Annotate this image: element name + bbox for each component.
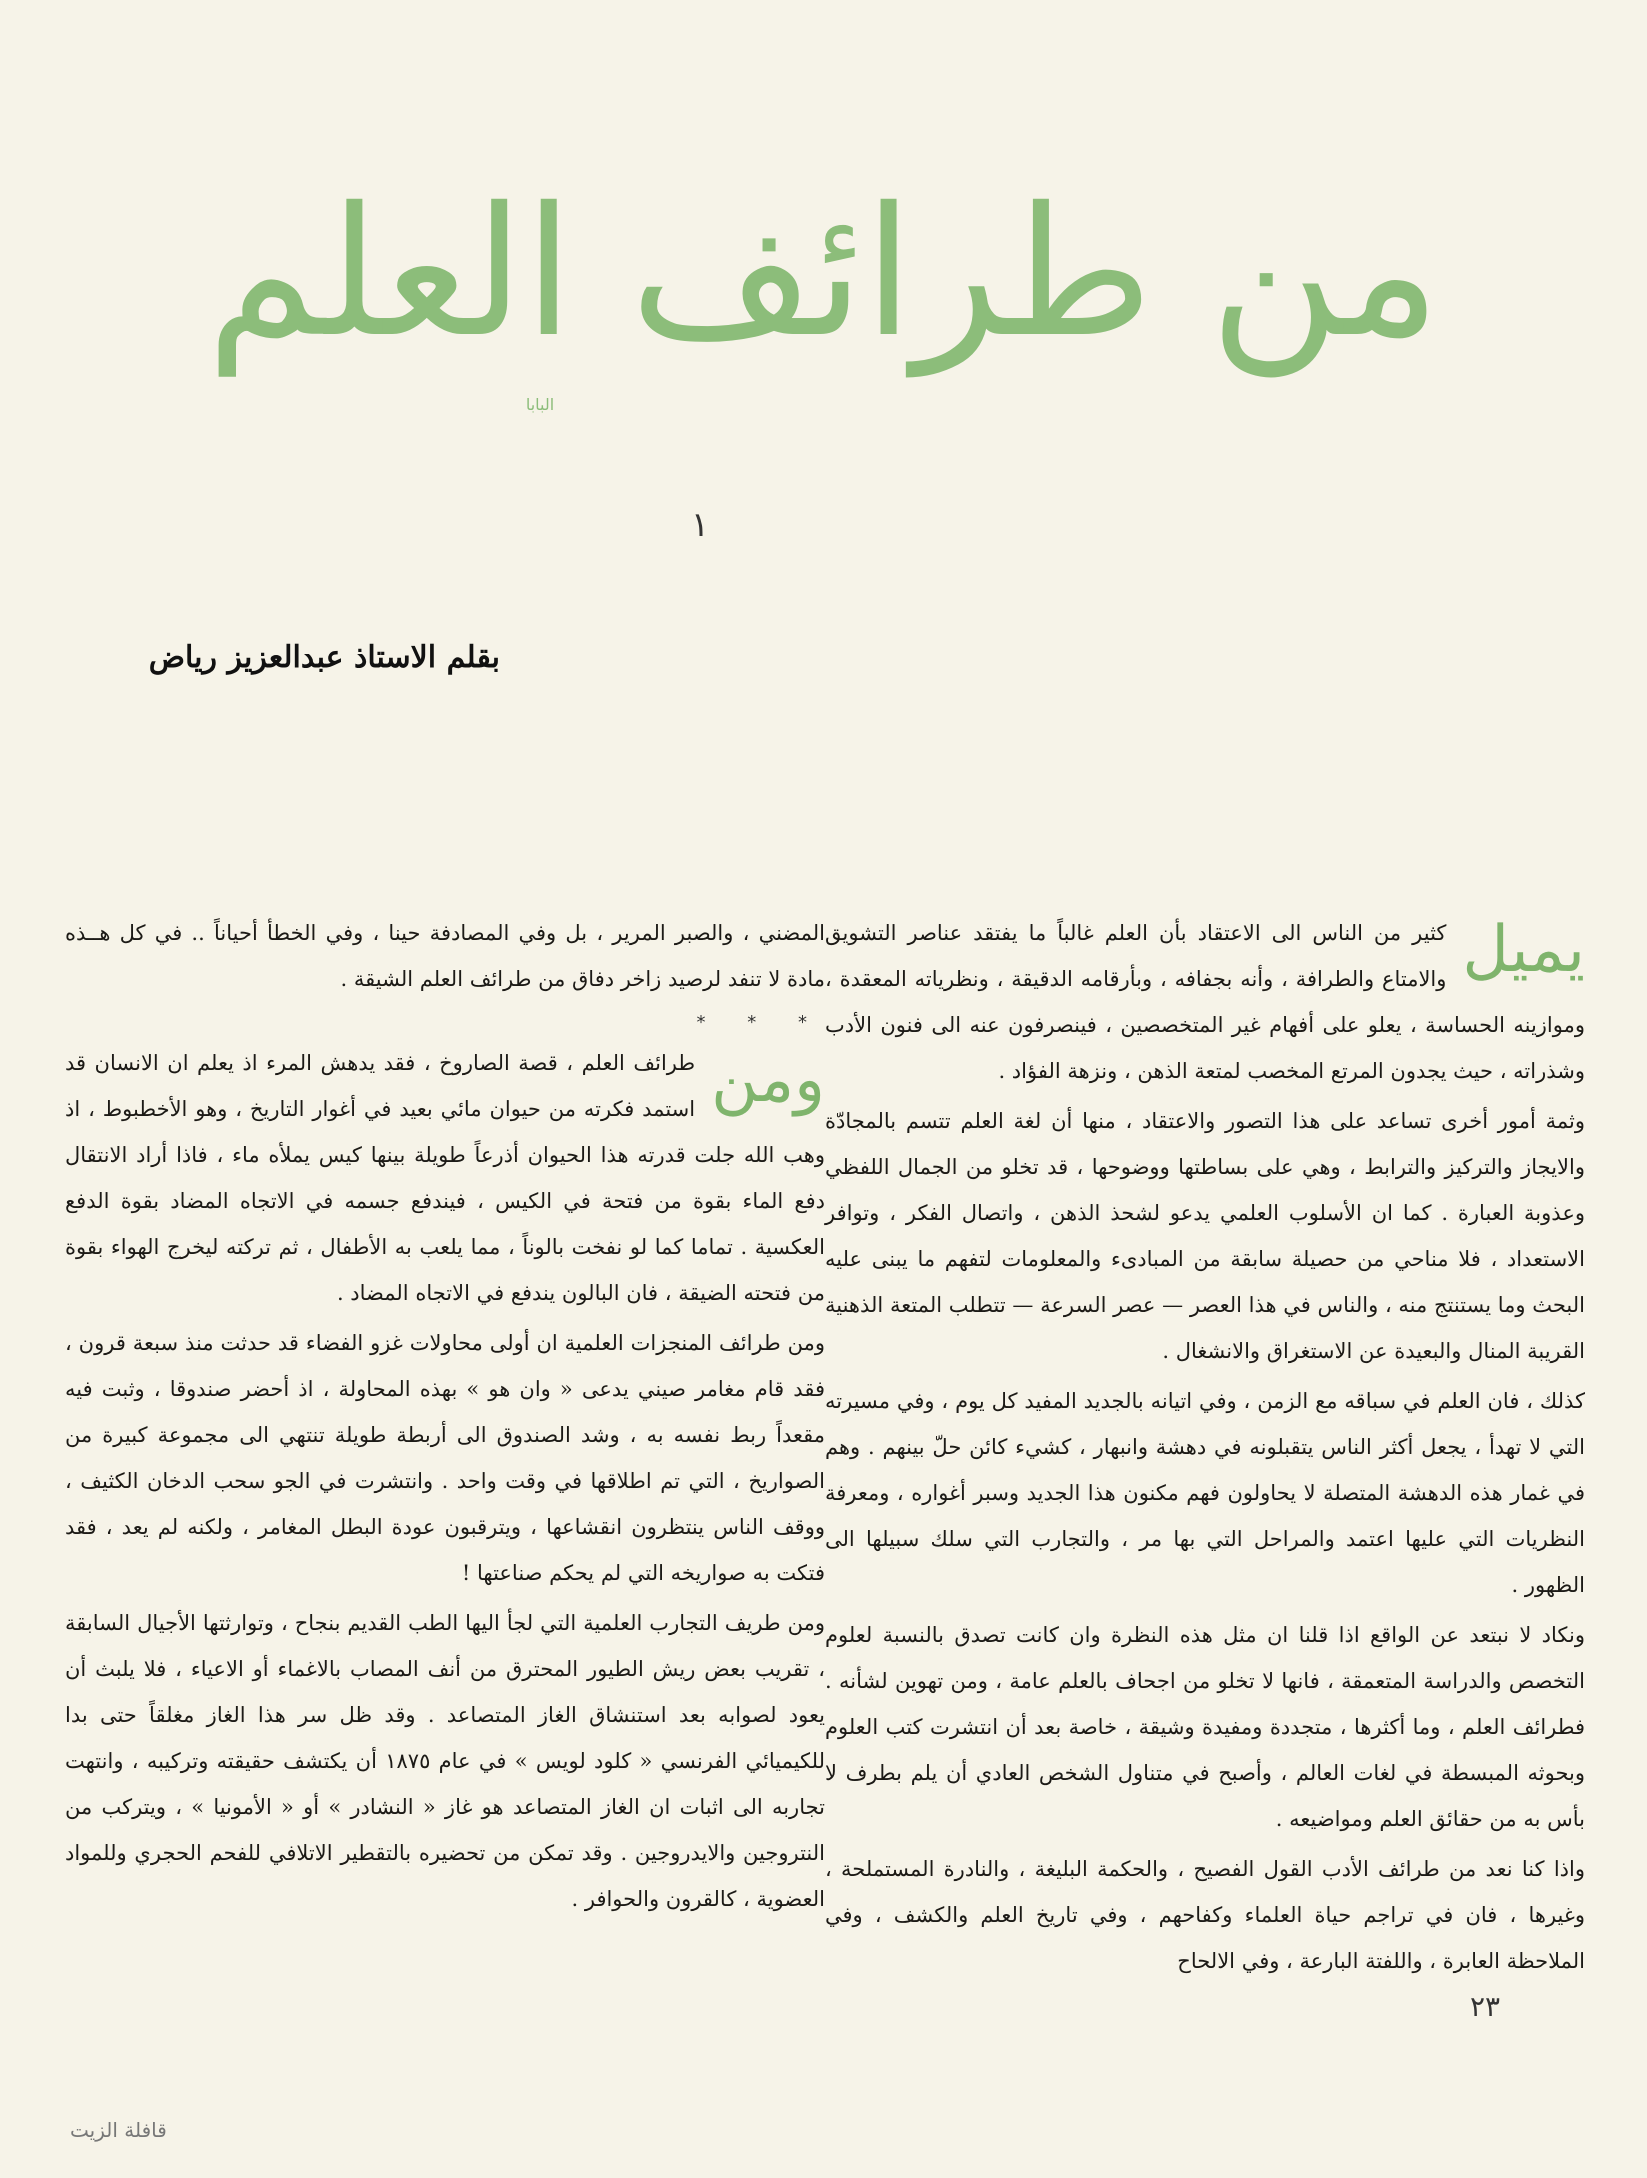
part-number: ١ bbox=[690, 505, 710, 545]
author-byline: بقلم الاستاذ عبدالعزيز رياض bbox=[148, 640, 500, 675]
page-number: ٢٣ bbox=[1469, 1990, 1501, 2023]
paragraph: المضني ، والصبر المرير ، بل وفي المصادفة حينا ، وفي الخطأ أحياناً .. في كل هــذه مادة لا تنفد لرصيد زاخر دفاق من طرائف العلم الشيقة . bbox=[65, 921, 825, 991]
dropcap: يميل bbox=[1462, 913, 1585, 987]
section-separator: * * * bbox=[696, 1012, 825, 1033]
paragraph bbox=[65, 1040, 825, 1316]
paragraph-text: طرائف العلم ، قصة الصاروخ ، فقد يدهش المرء اذ يعلم ان الانسان قد استمد فكرته من حيوان مائي بعيد في أغوار التاريخ ، وهو الأخطبوط ، اذ وهب الله جلت قدرته هذا الحيوان أذرعاً طويلة بينها كيس يملأه ماء ، فاذا أراد الانتقال دفع الماء بقوة من فتحة في الكيس ، فيندفع جسمه في الاتجاه المضاد بقوة الدفع العكسية . تماما كما لو نفخت بالوناً ، مما يلعب به الأطفال ، ثم تركته ليخرج الهواء بقوة من فتحته الضيقة ، فان البالون يندفع في الاتجاه المضاد . bbox=[65, 1051, 825, 1305]
paragraph: وثمة أمور أخرى تساعد على هذا التصور والاعتقاد ، منها أن لغة العلم تتسم بالمجادّة والايجاز والتركيز والترابط ، وهي على بساطتها ووضوحها ، قد تخلو من الجمال اللفظي وعذوبة العبارة . كما ان الأسلوب العلمي يدعو لشحذ الذهن ، واتصال الفكر ، وتوافر الاستعداد ، فلا مناحي من حصيلة سابقة من المبادىء والمعلومات لتفهم ما يبنى عليه البحث وما يستنتج منه ، والناس في هذا العصر — عصر السرعة — تتطلب المتعة الذهنية القريبة المنال والبعيدة عن الاستغراق والانشغال . bbox=[825, 1109, 1585, 1363]
paragraph bbox=[825, 910, 1585, 1094]
title-signature: البابا bbox=[525, 395, 555, 414]
right-column bbox=[825, 910, 1585, 1988]
paragraph: ومن طريف التجارب العلمية التي لجأ اليها الطب القديم بنجاح ، وتوارثتها الأجيال السابقة ، تقريب بعض ريش الطيور المحترق من أنف المصاب بالاغماء أو الاعياء ، فلا يلبث أن يعود لصوابه بعد استنشاق الغاز المتصاعد . وقد ظل سر هذا الغاز مغلقاً حتى بدا للكيميائي الفرنسي « كلود لويس » في عام ١٨٧٥ أن يكتشف حقيقته وتركيبه ، وانتهت تجاربه الى اثبات ان الغاز المتصاعد هو غاز « النشادر » أو « الأمونيا » ، ويتركب من النتروجين والايدروجين . وقد تمكن من تحضيره بالتقطير الاتلافي للفحم الحجري وللمواد العضوية ، كالقرون والحوافر . bbox=[65, 1611, 825, 1911]
magazine-name: قافلة الزيت bbox=[70, 2118, 167, 2142]
paragraph: ونكاد لا نبتعد عن الواقع اذا قلنا ان مثل هذه النظرة وان كانت تصدق بالنسبة لعلوم التخصص والدراسة المتعمقة ، فانها لا تخلو من اجحاف بالعلم عامة ، ومن تهوين لشأنه . فطرائف العلم ، وما أكثرها ، متجددة ومفيدة وشيقة ، خاصة بعد أن انتشرت كتب العلوم وبحوثه المبسطة في لغات العالم ، وأصبح في متناول الشخص العادي أن يلم بطرف لا بأس به من حقائق العلم ومواضيعه . bbox=[825, 1623, 1585, 1831]
paragraph: كذلك ، فان العلم في سباقه مع الزمن ، وفي اتيانه بالجديد المفيد كل يوم ، وفي مسيرته التي لا تهدأ ، يجعل أكثر الناس يتقبلونه في دهشة وانبهار ، كشيء كائن حلّ بينهم . وهم في غمار هذه الدهشة المتصلة لا يحاولون فهم مكنون هذا الجديد وسبر أغواره ، ومعرفة النظريات التي عليها اعتمد والمراحل التي بها مر ، والتجارب التي سلك سبيلها الى الظهور . bbox=[825, 1389, 1586, 1597]
paragraph: ومن طرائف المنجزات العلمية ان أولى محاولات غزو الفضاء قد حدثت منذ سبعة قرون ، فقد قام مغامر صيني يدعى « وان هو » بهذه المحاولة ، اذ أحضر صندوقا ، وثبت فيه مقعداً ربط نفسه به ، وشد الصندوق الى أربطة طويلة تنتهي الى مجموعة كبيرة من الصواريخ ، التي تم اطلاقها في وقت واحد . وانتشرت في الجو سحب الدخان الكثيف ، ووقف الناس ينتظرون انقشاعها ، ويترقبون عودة البطل المغامر ، ولكنه لم يعد ، فقد فتكت به صواريخه التي لم يحكم صناعتها ! bbox=[65, 1331, 825, 1585]
left-column bbox=[65, 910, 825, 1926]
paragraph-text: كثير من الناس الى الاعتقاد بأن العلم غالباً ما يفتقد عناصر التشويق والامتاع والطرافة ، وأنه بجفافه ، وبأرقامه الدقيقة ، ونظرياته المعقدة ، وموازينه الحساسة ، يعلو على أفهام غير المتخصصين ، فينصرفون عنه الى فنون الأدب وشذراته ، حيث يجدون المرتع المخصب لمتعة الذهن ، ونزهة الفؤاد . bbox=[825, 921, 1585, 1083]
article-title: من طرائف العلم bbox=[206, 169, 1441, 376]
dropcap: ومن bbox=[711, 1043, 825, 1117]
paragraph: واذا كنا نعد من طرائف الأدب القول الفصيح ، والحكمة البليغة ، والنادرة المستملحة ، وغيرها ، فان في تراجم حياة العلماء وكفاحهم ، وفي تاريخ العلم والكشف ، وفي الملاحظة العابرة ، واللفتة البارعة ، وفي الالحاح bbox=[825, 1857, 1585, 1973]
